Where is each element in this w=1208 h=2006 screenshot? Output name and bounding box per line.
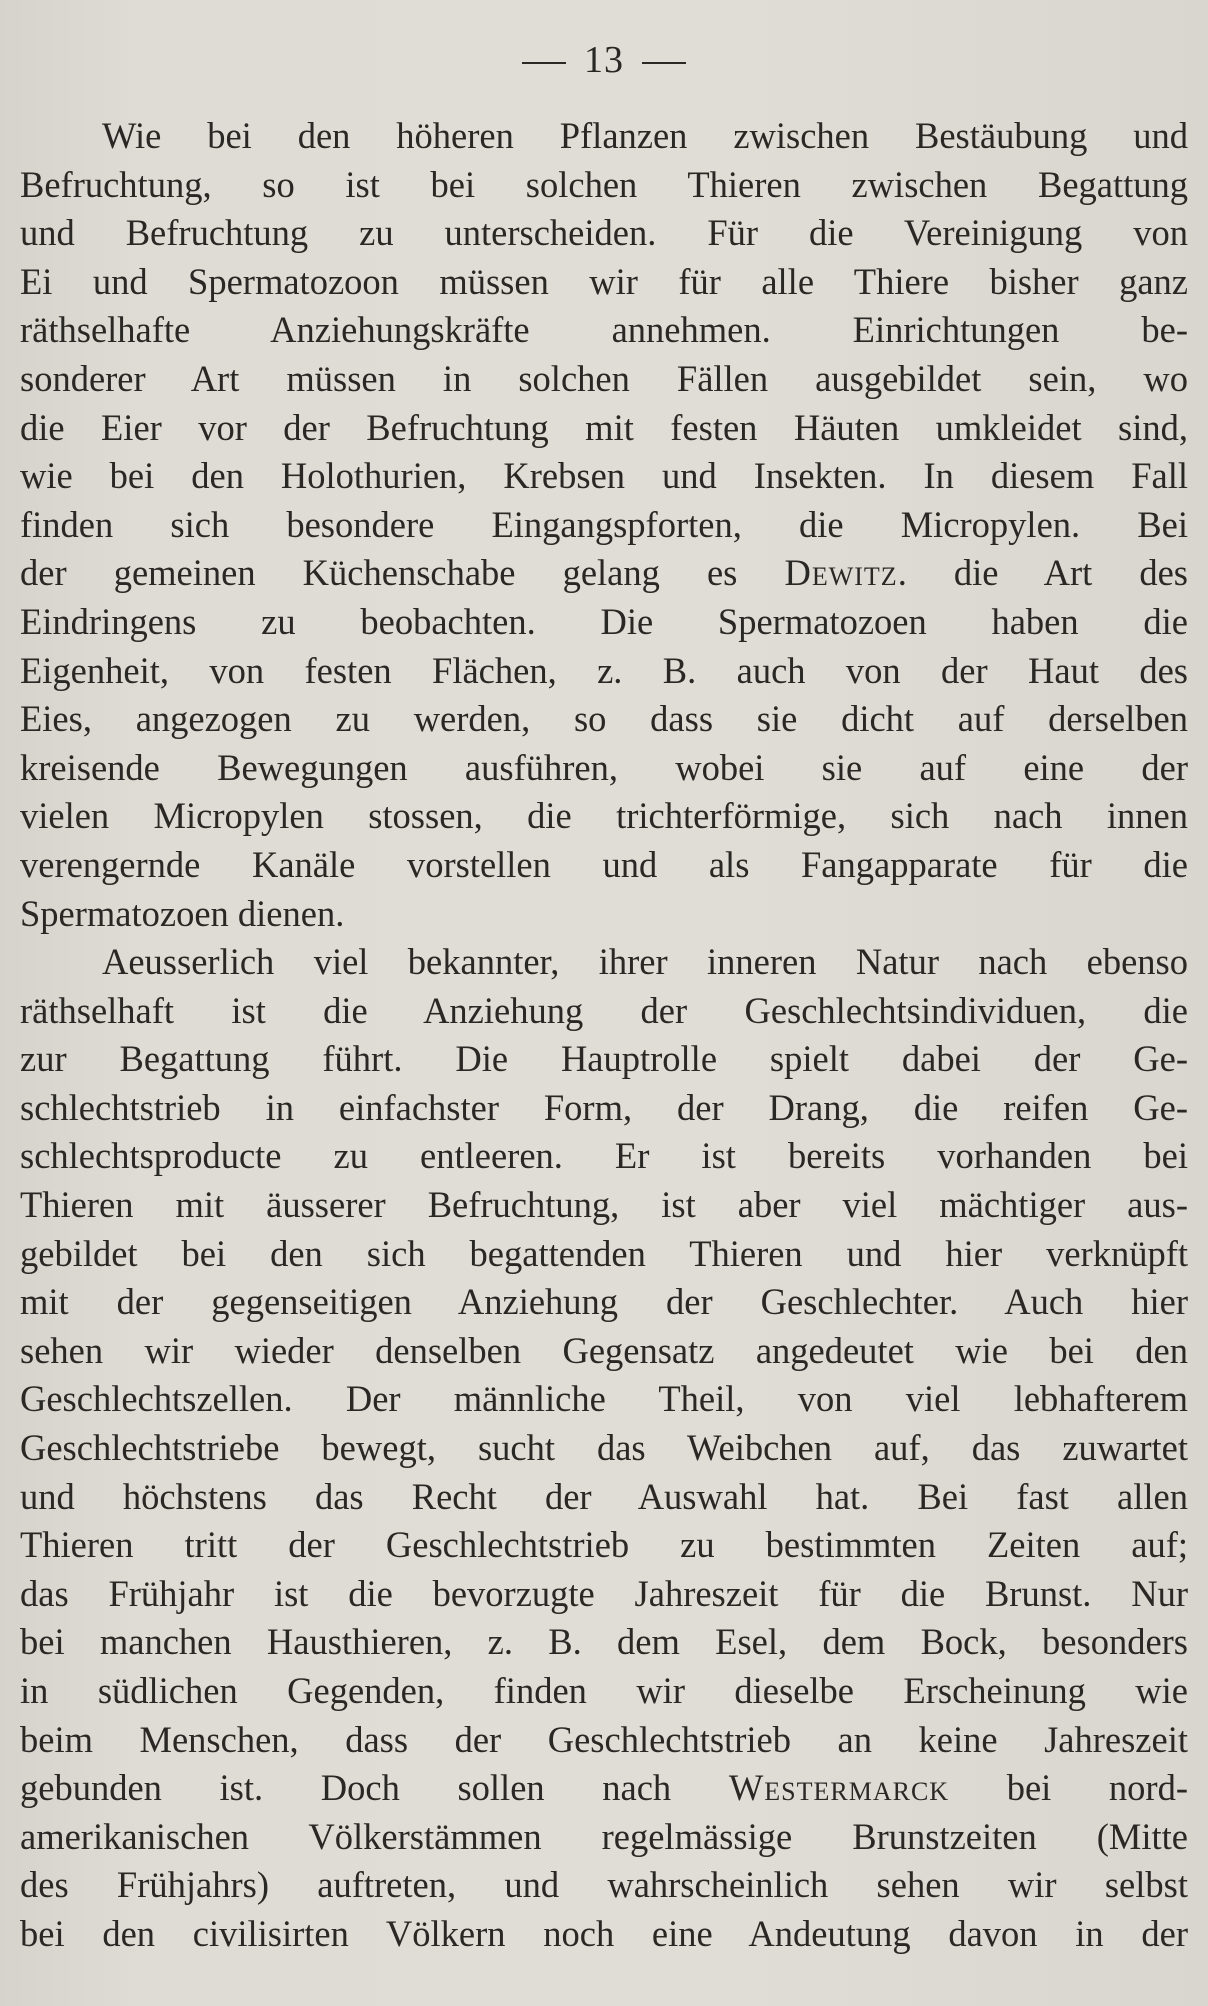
- text-line: bei den civilisirten Völkern noch eine Andeutung davon in der: [20, 1912, 1188, 1954]
- text-line: sehen wir wieder denselben Gegensatz angedeutet wie bei den: [20, 1329, 1188, 1371]
- text-line: Thieren tritt der Geschlechtstrieb zu bestimmten Zeiten auf;: [20, 1524, 1188, 1566]
- text-line: beim Menschen, dass der Geschlechtstrieb an keine Jahreszeit: [20, 1718, 1188, 1760]
- text-segment: gebunden ist. Doch sollen nach: [20, 1767, 729, 1809]
- text-line: schlechtsproducte zu entleeren. Er ist bereits vorhanden bei: [20, 1135, 1188, 1177]
- paragraph: [20, 938, 1188, 1958]
- text-line: Ei und Spermatozoon müssen wir für alle Thiere bisher ganz: [20, 260, 1188, 302]
- text-line: finden sich besondere Eingangspforten, die Micropylen. Bei: [20, 503, 1188, 545]
- text-line: Eies, angezogen zu werden, so dass sie dicht auf derselben: [20, 698, 1188, 740]
- text-segment: . die Art des: [897, 552, 1188, 594]
- text-line: Eindringens zu beobachten. Die Spermatozoen haben die: [20, 600, 1188, 642]
- author-name: Westermarck: [728, 1767, 950, 1809]
- text-segment: bei nord-: [949, 1767, 1188, 1809]
- body-text: [20, 112, 1188, 1959]
- text-line: zur Begattung führt. Die Hauptrolle spielt dabei der Ge-: [20, 1038, 1188, 1080]
- text-line: [20, 1764, 1188, 1813]
- page-number-text: 13: [584, 39, 624, 81]
- text-line: räthselhaft ist die Anziehung der Geschlechtsindividuen, die: [20, 989, 1188, 1031]
- text-line: Wie bei den höheren Pflanzen zwischen Bestäubung und: [102, 115, 1188, 156]
- text-line: Geschlechtszellen. Der männliche Theil, von viel lebhafterem: [20, 1378, 1188, 1420]
- text-line: in südlichen Gegenden, finden wir dieselbe Erscheinung wie: [20, 1670, 1188, 1711]
- text-line: kreisende Bewegungen ausführen, wobei sie auf eine der: [20, 746, 1188, 788]
- text-line: [20, 549, 1188, 598]
- text-line: bei manchen Hausthieren, z. B. dem Esel, dem Bock, besonders: [20, 1621, 1188, 1663]
- text-line: schlechtstrieb in einfachster Form, der Drang, die reifen Ge-: [20, 1086, 1188, 1128]
- page-number: [0, 38, 1208, 82]
- text-line: gebildet bei den sich begattenden Thieren und hier verknüpft: [20, 1232, 1188, 1274]
- text-segment: der gemeinen Küchenschabe gelang es: [20, 552, 785, 594]
- page-number-dash-left: [522, 62, 566, 64]
- text-line: wie bei den Holothurien, Krebsen und Insekten. In diesem Fall: [20, 455, 1188, 497]
- text-line: Eigenheit, von festen Flächen, z. B. auch von der Haut des: [20, 649, 1188, 691]
- text-line: und Befruchtung zu unterscheiden. Für die Vereinigung von: [20, 212, 1188, 254]
- paragraph: [20, 112, 1188, 938]
- text-line: das Frühjahr ist die bevorzugte Jahreszeit für die Brunst. Nur: [20, 1572, 1188, 1614]
- text-line: mit der gegenseitigen Anziehung der Geschlechter. Auch hier: [20, 1281, 1188, 1323]
- text-line: Spermatozoen dienen.: [20, 892, 345, 934]
- text-line: vielen Micropylen stossen, die trichterförmige, sich nach innen: [20, 795, 1188, 837]
- text-line: amerikanischen Völkerstämmen regelmässige Brunstzeiten (Mitte: [20, 1815, 1188, 1857]
- text-line: Befruchtung, so ist bei solchen Thieren zwischen Begattung: [20, 163, 1188, 205]
- text-line: räthselhafte Anziehungskräfte annehmen. Einrichtungen be-: [20, 309, 1188, 351]
- text-line: verengernde Kanäle vorstellen und als Fangapparate für die: [20, 843, 1188, 885]
- text-line: Geschlechtstriebe bewegt, sucht das Weibchen auf, das zuwartet: [20, 1427, 1188, 1469]
- page-number-dash-right: [642, 62, 686, 64]
- text-line: sonderer Art müssen in solchen Fällen ausgebildet sein, wo: [20, 357, 1188, 399]
- text-line: die Eier vor der Befruchtung mit festen Häuten umkleidet sind,: [20, 406, 1188, 448]
- text-line: und höchstens das Recht der Auswahl hat. Bei fast allen: [20, 1475, 1188, 1517]
- author-name: Dewitz: [784, 552, 898, 594]
- text-line: Thieren mit äusserer Befruchtung, ist aber viel mächtiger aus-: [20, 1184, 1188, 1226]
- text-line: Aeusserlich viel bekannter, ihrer inneren Natur nach ebenso: [102, 941, 1188, 983]
- text-line: des Frühjahrs) auftreten, und wahrscheinlich sehen wir selbst: [20, 1864, 1188, 1906]
